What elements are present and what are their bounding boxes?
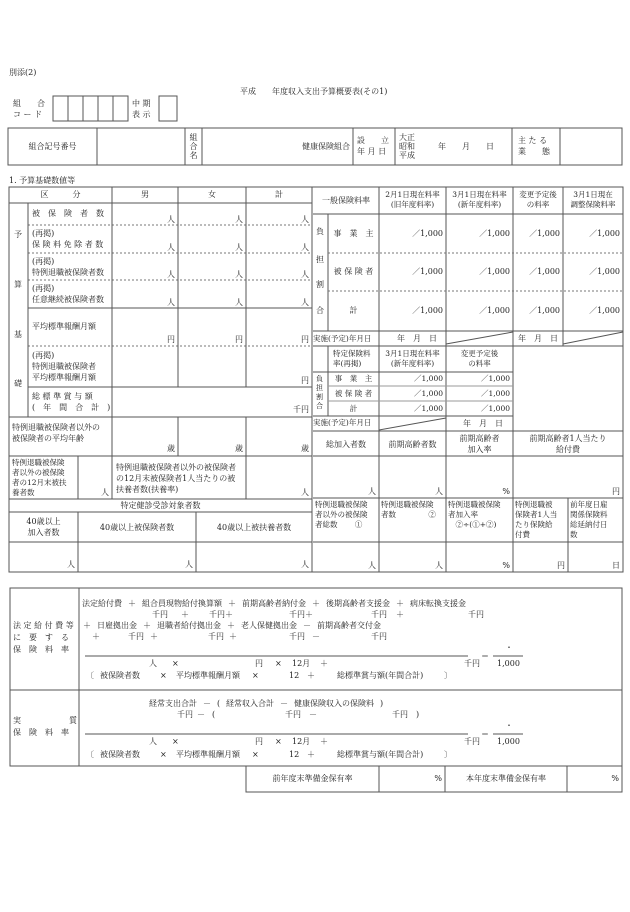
formula-term: 12 bbox=[289, 750, 300, 759]
rate-value: ／1,000 bbox=[412, 306, 443, 315]
side-label: 算 bbox=[14, 280, 22, 289]
formula-operator: － bbox=[303, 621, 311, 630]
rate-value: ／1,000 bbox=[589, 267, 620, 276]
formula-unit: 千円 bbox=[285, 710, 301, 719]
specific-insured: 被 保 険 者 bbox=[334, 389, 373, 398]
formula-bracket: 〔 bbox=[86, 671, 94, 680]
rate-value: ／1,000 bbox=[412, 267, 443, 276]
burden-side: 割 bbox=[316, 280, 324, 289]
unit-person: 人 bbox=[235, 298, 243, 307]
formula-unit: 人 bbox=[149, 737, 157, 746]
unit-yen: 円 bbox=[301, 335, 309, 344]
row-label-retiree-avg-monthly: (再掲) 特例退職被保険者 平均標準報酬月額 bbox=[32, 351, 96, 382]
formula-unit: 千円 bbox=[128, 632, 144, 641]
rate-header-mar: 3月1日現在料率 (新年度料率) bbox=[452, 190, 507, 209]
formula-term: 退職者給付拠出金 bbox=[157, 621, 221, 630]
rate-value: ／1,000 bbox=[481, 404, 510, 413]
formula-decimal-point: ・ bbox=[505, 721, 513, 730]
specific-effective-label: 実施(予定)年月日 bbox=[313, 418, 372, 427]
unit-person: 人 bbox=[235, 215, 243, 224]
burden-employer: 事 業 主 bbox=[333, 229, 374, 238]
formula-operator: × bbox=[252, 671, 259, 680]
unit-person: 人 bbox=[301, 215, 309, 224]
row-label-special-retiree: (再掲) 特例退職被保険者数 bbox=[32, 257, 104, 277]
row-label-voluntary: (再掲) 任意継続被保険者数 bbox=[32, 284, 104, 304]
unit-person: 人 bbox=[167, 298, 175, 307]
dependents-label: 特例退職被保険 者以外の被保険 者の12月末被扶 養者数 bbox=[12, 458, 67, 497]
formula-operator: × bbox=[252, 750, 259, 759]
curr-reserve-label: 本年度末準備金保有率 bbox=[466, 774, 546, 783]
formula-term: 病床転換支援金 bbox=[410, 599, 466, 608]
unit-yen: 円 bbox=[557, 561, 565, 570]
formula-unit: 12月 bbox=[292, 659, 311, 668]
formula-operator: ＋ bbox=[229, 632, 237, 641]
rate-value: ／1,000 bbox=[414, 389, 443, 398]
specific-employer: 事 業 主 bbox=[334, 374, 373, 383]
formula-operator: ＋ bbox=[181, 610, 189, 619]
formula-bracket: ( bbox=[217, 699, 221, 708]
unit-yen: 円 bbox=[235, 335, 243, 344]
formula-term: 組合員現物給付換算額 bbox=[142, 599, 222, 608]
formula-operator: × bbox=[275, 737, 282, 746]
business-type-field[interactable] bbox=[560, 128, 622, 165]
formula-term: 経常収入合計 bbox=[226, 699, 274, 708]
formula-term: 平均標準報酬月額 bbox=[176, 750, 240, 759]
formula-unit: 千円 bbox=[468, 610, 484, 619]
era-options: 大正 昭和 平成 bbox=[399, 133, 415, 160]
formula-operator: ＋ bbox=[92, 632, 100, 641]
statutory-rate-label: 保 険 料 率 bbox=[13, 645, 69, 654]
established-date-value: 年 月 日 bbox=[438, 142, 494, 151]
checkup-header-members: 40歳以上 加入者数 bbox=[26, 517, 61, 537]
formula-unit: 円 bbox=[255, 737, 263, 746]
formula-denominator: 1,000 bbox=[497, 659, 520, 668]
formula-operator: × bbox=[172, 737, 179, 746]
prev-reserve-unit: % bbox=[434, 774, 442, 783]
page-title: 平成 年度収入支出予算概要表(その1) bbox=[240, 87, 388, 96]
formula-unit: 千円 bbox=[371, 610, 387, 619]
business-type-label: 主 た る 業 態 bbox=[518, 136, 550, 156]
side-label: 予 bbox=[14, 230, 22, 239]
formula-unit: 千円 bbox=[392, 710, 408, 719]
header-retiree-benefit: 特例退職被 保険者1人当 たり保険給 付費 bbox=[515, 500, 558, 539]
unit-yen: 円 bbox=[612, 487, 620, 496]
specific-effective-value: 年 月 日 bbox=[463, 419, 503, 428]
formula-unit: 千円 bbox=[152, 610, 168, 619]
rate-value: ／1,000 bbox=[529, 306, 560, 315]
formula-operator: × bbox=[160, 750, 167, 759]
rate-value: ／1,000 bbox=[414, 404, 443, 413]
unit-person: 人 bbox=[167, 270, 175, 279]
unit-person: 人 bbox=[301, 270, 309, 279]
rate-value: ／1,000 bbox=[414, 374, 443, 383]
formula-operator: － bbox=[312, 632, 320, 641]
unit-person: 人 bbox=[301, 488, 309, 497]
specific-burden-side: 負 担 割 合 bbox=[316, 375, 323, 410]
union-symbol-number-field[interactable] bbox=[97, 128, 185, 165]
rate-value: ／1,000 bbox=[589, 306, 620, 315]
unit-person: 人 bbox=[435, 487, 443, 496]
specific-rate-label: 特定保険料 率(再掲) bbox=[333, 349, 371, 368]
unit-person: 人 bbox=[301, 560, 309, 569]
header-early-elderly: 前期高齢者数 bbox=[388, 440, 437, 449]
formula-term: 後期高齢者支援金 bbox=[326, 599, 390, 608]
formula-bracket: ) bbox=[416, 710, 420, 719]
formula-term: 平均標準報酬月額 bbox=[176, 671, 240, 680]
formula-denominator: 1,000 bbox=[497, 737, 520, 746]
unit-age: 歳 bbox=[235, 444, 243, 453]
formula-term: 老人保健拠出金 bbox=[241, 621, 297, 630]
formula-operator: ＋ bbox=[83, 621, 91, 630]
unit-person: 人 bbox=[101, 488, 109, 497]
attachment-label: 別添(2) bbox=[9, 68, 37, 77]
curr-reserve-unit: % bbox=[611, 774, 619, 783]
formula-equals: ＝ bbox=[481, 730, 489, 739]
formula-unit: 円 bbox=[255, 659, 263, 668]
checkup-title: 特定健診受診対象者数 bbox=[120, 501, 201, 510]
header-total: 計 bbox=[275, 190, 283, 199]
union-code-label: 組 合 コ ー ド bbox=[13, 99, 45, 119]
unit-percent: % bbox=[502, 487, 510, 496]
specific-total: 計 bbox=[349, 404, 358, 413]
formula-operator: ＋ bbox=[396, 610, 404, 619]
midterm-label: 中 期 表 示 bbox=[132, 99, 151, 119]
rate-value: ／1,000 bbox=[481, 389, 510, 398]
rate-header-feb: 2月1日現在料率 (旧年度料率) bbox=[385, 190, 440, 209]
statutory-rate-label: に 要 す る bbox=[13, 633, 69, 642]
header-non-retiree-total: 特例退職被保険 者以外の被保険 者総数 ① bbox=[315, 500, 368, 529]
header-retiree-count: 特例退職被保険 者数 ② bbox=[381, 500, 436, 519]
unit-person: 人 bbox=[167, 243, 175, 252]
formula-operator: ＋ bbox=[228, 599, 236, 608]
dependent-rate-label: 特例退職被保険者以外の被保険者 の12月末被保険者1人当たりの被 扶養者数(扶養率) bbox=[116, 463, 236, 494]
rate-value: ／1,000 bbox=[481, 374, 510, 383]
formula-operator: － bbox=[280, 699, 288, 708]
header-total-members: 総加入者数 bbox=[326, 440, 366, 449]
effective-date-value: 年 月 日 bbox=[518, 334, 558, 343]
side-label: 礎 bbox=[14, 379, 22, 388]
actual-rate-label: 実 質 bbox=[13, 716, 77, 725]
unit-person: 人 bbox=[67, 560, 75, 569]
unit-age: 歳 bbox=[167, 444, 175, 453]
prev-reserve-label: 前年度末準備金保有率 bbox=[272, 774, 353, 783]
unit-thousand-yen: 千円 bbox=[293, 405, 309, 414]
formula-bracket: ) bbox=[380, 699, 384, 708]
formula-operator: × bbox=[275, 659, 282, 668]
formula-operator: － bbox=[197, 710, 205, 719]
formula-term: 総標準賞与額(年間合計) bbox=[337, 750, 424, 759]
side-label: 基 bbox=[14, 330, 22, 339]
checkup-header-insured: 40歳以上被保険者数 bbox=[99, 523, 175, 532]
formula-term: 経常支出合計 bbox=[149, 699, 197, 708]
unit-day: 日 bbox=[612, 561, 620, 570]
unit-person: 人 bbox=[235, 270, 243, 279]
formula-operator: － bbox=[203, 699, 211, 708]
formula-unit: 12月 bbox=[292, 737, 311, 746]
effective-date-value: 年 月 日 bbox=[397, 334, 437, 343]
formula-term: 法定給付費 bbox=[82, 599, 122, 608]
formula-decimal-point: ・ bbox=[505, 643, 513, 652]
rate-value: ／1,000 bbox=[479, 229, 510, 238]
formula-operator: ＋ bbox=[320, 659, 328, 668]
burden-insured: 被 保 険 者 bbox=[333, 267, 374, 276]
midterm-field[interactable] bbox=[159, 96, 177, 121]
formula-unit: 人 bbox=[149, 659, 157, 668]
formula-operator: ＋ bbox=[128, 599, 136, 608]
formula-bracket: ( bbox=[212, 710, 216, 719]
statutory-rate-label: 法 定 給 付 費 等 bbox=[13, 621, 74, 630]
header-female: 女 bbox=[208, 190, 216, 199]
unit-person: 人 bbox=[435, 561, 443, 570]
burden-side: 合 bbox=[316, 306, 324, 315]
formula-term: 被保険者数 bbox=[100, 750, 140, 759]
general-rate-label: 一般保険料率 bbox=[322, 196, 370, 205]
unit-person: 人 bbox=[235, 243, 243, 252]
formula-unit: 千円 bbox=[177, 710, 193, 719]
rate-header-planned: 変更予定後 の料率 bbox=[519, 190, 557, 209]
checkup-header-dependents: 40歳以上被扶養者数 bbox=[216, 523, 292, 532]
unit-yen: 円 bbox=[167, 335, 175, 344]
formula-operator: ＋ bbox=[396, 599, 404, 608]
burden-side: 担 bbox=[316, 255, 324, 264]
union-name-label: 組 合 名 bbox=[189, 133, 198, 160]
formula-operator: × bbox=[160, 671, 167, 680]
header-early-elderly-rate: 前期高齢者 加入率 bbox=[459, 434, 500, 454]
unit-person: 人 bbox=[368, 561, 376, 570]
rate-value: ／1,000 bbox=[529, 267, 560, 276]
rate-value: ／1,000 bbox=[479, 306, 510, 315]
unit-person: 人 bbox=[368, 487, 376, 496]
header-retiree-rate: 特例退職被保険 者加入率 ②÷(①+②) bbox=[448, 500, 501, 529]
unit-person: 人 bbox=[167, 215, 175, 224]
row-label-insured: 被 保 険 者 数 bbox=[32, 209, 104, 218]
union-code-field[interactable] bbox=[53, 96, 128, 121]
header-early-elderly-benefit: 前期高齢者1人当たり 給付費 bbox=[529, 434, 607, 454]
formula-term: 健康保険収入の保険料 bbox=[294, 699, 374, 708]
header-day-laborer-days: 前年度日雇 関係保険料 総延納付日 数 bbox=[570, 500, 608, 539]
section-heading: 1. 予算基礎数値等 bbox=[9, 176, 76, 185]
formula-bracket: 〔 bbox=[86, 750, 94, 759]
formula-unit: 千円 bbox=[289, 632, 305, 641]
formula-operator: － bbox=[309, 710, 317, 719]
formula-operator: ＋ bbox=[307, 750, 315, 759]
effective-date-label: 実施(予定)年月日 bbox=[313, 334, 372, 343]
rate-header-adjusted: 3月1日現在 調整保険料率 bbox=[570, 190, 616, 209]
header-male: 男 bbox=[141, 190, 149, 199]
header-category: 区 分 bbox=[40, 190, 81, 199]
formula-term: 前期高齢者納付金 bbox=[242, 599, 306, 608]
unit-person: 人 bbox=[185, 560, 193, 569]
unit-person: 人 bbox=[301, 243, 309, 252]
unit-yen: 円 bbox=[301, 376, 309, 385]
formula-operator: ＋ bbox=[307, 671, 315, 680]
formula-unit: 千円＋ bbox=[209, 610, 233, 619]
formula-term: 12 bbox=[289, 671, 300, 680]
formula-operator: ＋ bbox=[143, 621, 151, 630]
formula-unit: 千円＋ bbox=[289, 610, 313, 619]
formula-unit: 千円 bbox=[371, 632, 387, 641]
formula-operator: × bbox=[172, 659, 179, 668]
formula-operator: ＋ bbox=[227, 621, 235, 630]
unit-percent: % bbox=[502, 561, 510, 570]
union-name-suffix: 健康保険組合 bbox=[302, 142, 350, 151]
row-label-exempt: (再掲) 保 険 料 免 除 者 数 bbox=[32, 229, 104, 249]
formula-term: 前期高齢者交付金 bbox=[317, 621, 381, 630]
formula-operator: ＋ bbox=[150, 632, 158, 641]
formula-operator: ＋ bbox=[312, 599, 320, 608]
actual-rate-label: 保 険 料 率 bbox=[13, 728, 69, 737]
rate-value: ／1,000 bbox=[479, 267, 510, 276]
formula-operator: ＋ bbox=[320, 737, 328, 746]
formula-equals: ＝ bbox=[481, 652, 489, 661]
formula-unit: 千円 bbox=[464, 737, 480, 746]
avg-age-label: 特例退職被保険者以外の 被保険者の平均年齢 bbox=[12, 423, 100, 443]
formula-term: 被保険者数 bbox=[100, 671, 140, 680]
row-label-total-bonus: 総 標 準 賞 与 額 ( 年 間 合 計 ) bbox=[32, 392, 111, 412]
formula-term: 日雇拠出金 bbox=[97, 621, 137, 630]
formula-bracket: 〕 bbox=[444, 671, 452, 680]
formula-unit: 千円 bbox=[464, 659, 480, 668]
established-date-label: 設 立 年 月 日 bbox=[357, 136, 389, 156]
unit-person: 人 bbox=[301, 298, 309, 307]
rate-value: ／1,000 bbox=[589, 229, 620, 238]
specific-header-mar: 3月1日現在料率 (新年度料率) bbox=[385, 349, 440, 368]
unit-age: 歳 bbox=[301, 444, 309, 453]
formula-unit: 千円 bbox=[208, 632, 224, 641]
rate-value: ／1,000 bbox=[529, 229, 560, 238]
rate-value: ／1,000 bbox=[412, 229, 443, 238]
formula-term: 総標準賞与額(年間合計) bbox=[337, 671, 424, 680]
burden-total: 計 bbox=[349, 306, 358, 315]
union-symbol-number-label: 組合記号番号 bbox=[28, 142, 77, 151]
specific-header-planned: 変更予定後 の料率 bbox=[460, 349, 499, 368]
burden-side: 負 bbox=[316, 227, 324, 236]
row-label-avg-monthly: 平均標準報酬月額 bbox=[32, 322, 96, 331]
formula-bracket: 〕 bbox=[444, 750, 452, 759]
